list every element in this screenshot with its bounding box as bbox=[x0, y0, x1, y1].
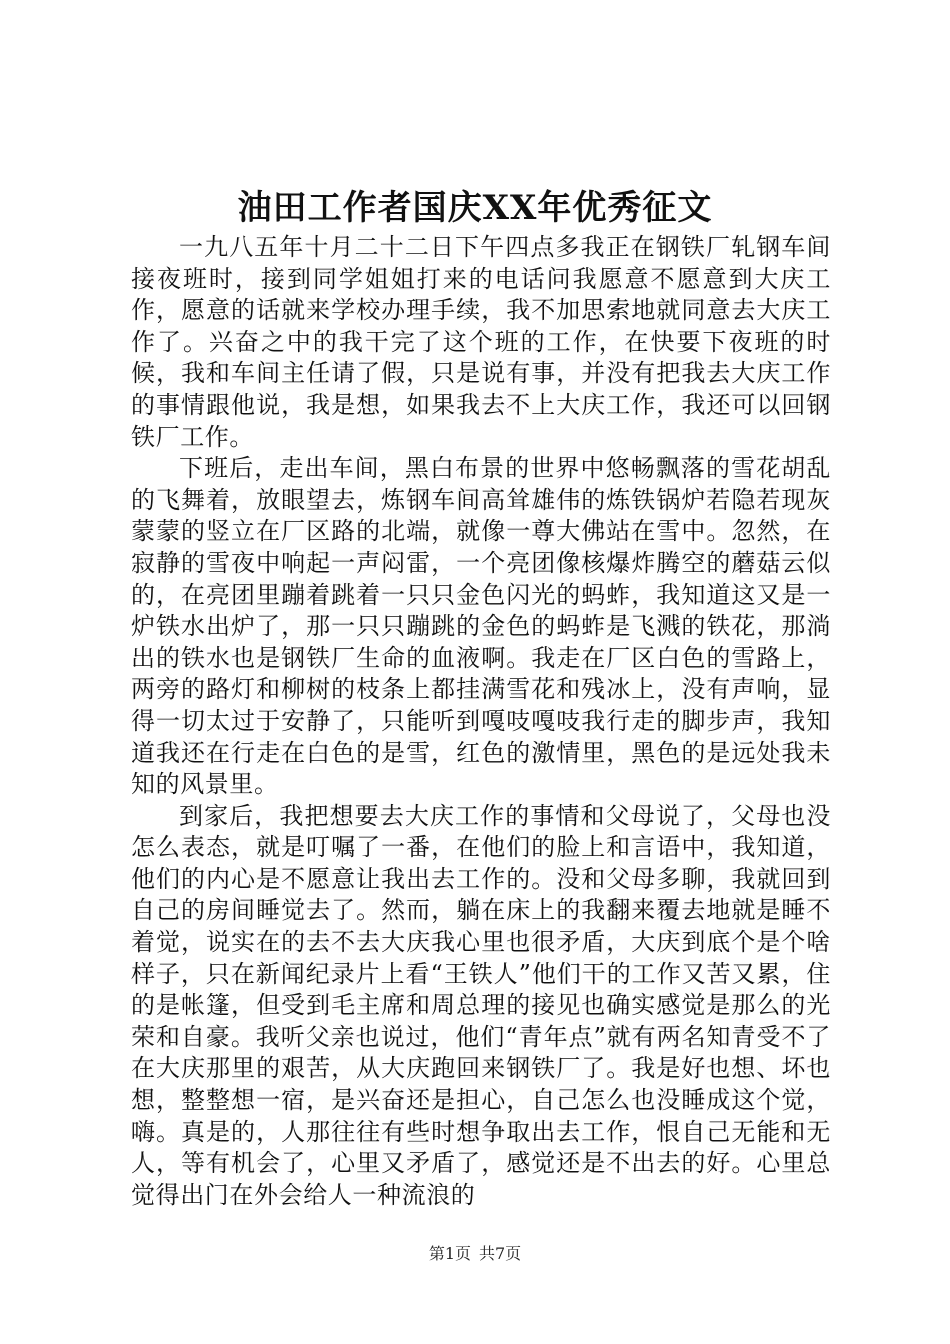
page-total: 共7页 bbox=[479, 1244, 522, 1263]
document-body bbox=[131, 232, 831, 1211]
page-footer bbox=[0, 1243, 950, 1265]
page-number: 第1页 bbox=[428, 1244, 471, 1263]
paragraph-3: 到家后，我把想要去大庆工作的事情和父母说了，父母也没怎么表态，就是叮嘱了一番，在他们的脸上和言语中，我知道，他们的内心是不愿意让我出去工作的。没和父母多聊，我就回到自己的房间睡觉去了。然而，躺在床上的我翻来覆去地就是睡不着觉，说实在的去不去大庆我心里也很矛盾，大庆到底个是个啥样子，只在新闻纪录片上看“王铁人”他们干的工作又苦又累，住的是帐篷，但受到毛主席和周总理的接见也确实感觉是那么的光荣和自豪。我听父亲也说过，他们“青年点”就有两名知青受不了在大庆那里的艰苦，从大庆跑回来钢铁厂了。我是好也想、坏也想，整整想一宿，是兴奋还是担心，自己怎么也没睡成这个觉，嗨。真是的，人那往往有些时想争取出去工作，恨自己无能和无人，等有机会了，心里又矛盾了，感觉还是不出去的好。心里总觉得出门在外会给人一种流浪的 bbox=[131, 801, 831, 1209]
paragraph-2: 下班后，走出车间，黑白布景的世界中悠畅飘落的雪花胡乱的飞舞着，放眼望去，炼钢车间高耸雄伟的炼铁锅炉若隐若现灰蒙蒙的竖立在厂区路的北端，就像一尊大佛站在雪中。忽然，在寂静的雪夜中响起一声闷雷，一个亮团像核爆炸腾空的蘑菇云似的，在亮团里蹦着跳着一只只金色闪光的蚂蚱，我知道这又是一炉铁水出炉了，那一只只蹦跳的金色的蚂蚱是飞溅的铁花，那淌出的铁水也是钢铁厂生命的血液啊。我走在厂区白色的雪路上，两旁的路灯和柳树的枝条上都挂满雪花和残冰上，没有声响，显得一切太过于安静了，只能听到嘎吱嘎吱我行走的脚步声，我知道我还在行走在白色的是雪，红色的激情里，黑色的是远处我未知的风景里。 bbox=[131, 454, 831, 799]
paragraph-1: 一九八五年十月二十二日下午四点多我正在钢铁厂轧钢车间接夜班时，接到同学姐姐打来的电话问我愿意不愿意到大庆工作，愿意的话就来学校办理手续，我不加思索地就同意去大庆工作了。兴奋之中的我干完了这个班的工作，在快要下夜班的时候，我和车间主任请了假，只是说有事，并没有把我去大庆工作的事情跟他说，我是想，如果我去不上大庆工作，我还可以回钢铁厂工作。 bbox=[131, 233, 831, 451]
document-title: 油田工作者国庆XX年优秀征文 bbox=[237, 188, 713, 228]
